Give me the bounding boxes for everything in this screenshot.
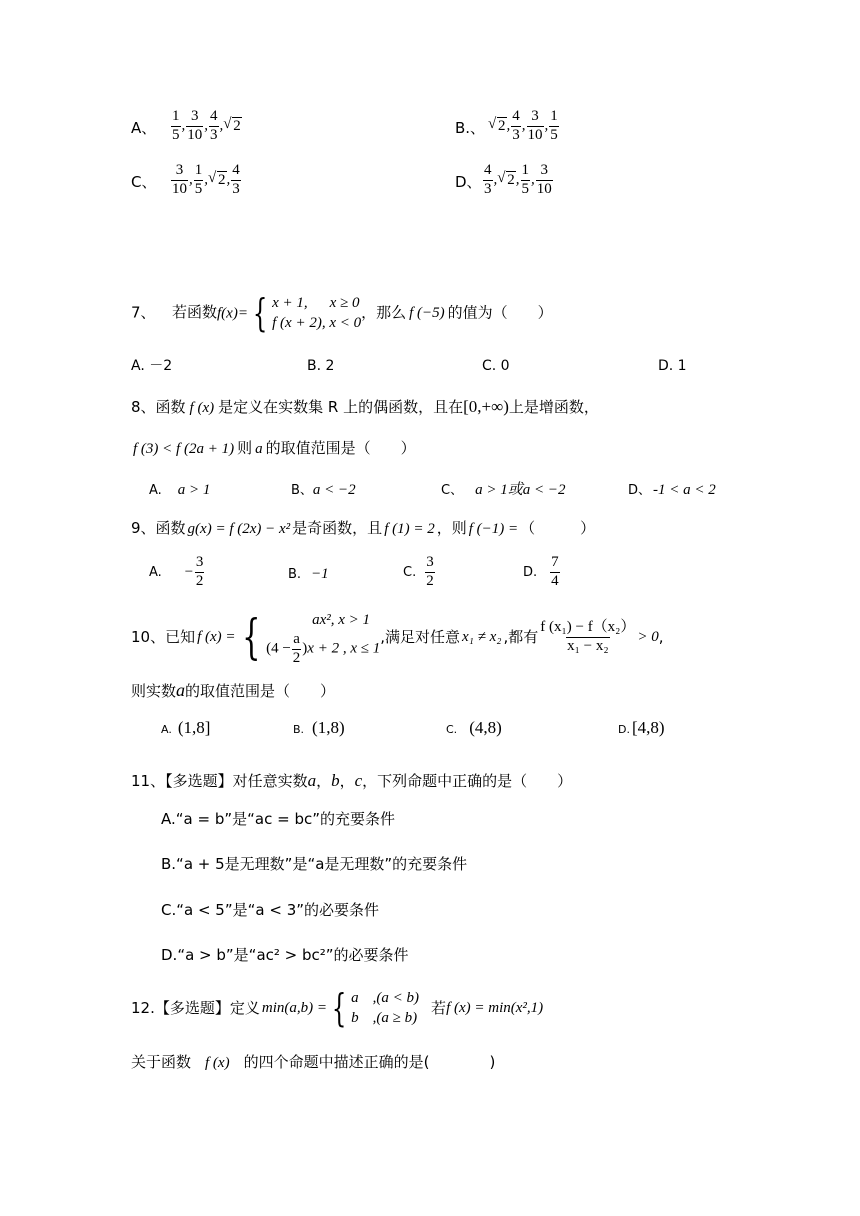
q8-option-b: B、a < −2 (291, 482, 356, 498)
q11-option-d: D.“a > b”是“ac² > bc²”的必要条件 (161, 946, 409, 964)
question-12: 12.【多选题】定义 min(a,b) = { a ,(a < b) b ,(a ≥ b) 若f (x) = min(x²,1) (131, 986, 544, 1031)
q6-option-c-values: $\frac{3}{10}$ , $\frac{1}{5}$ ,√ 2, $\frac{4}{3}$ (170, 163, 242, 198)
q7-option-a: A. －2 (131, 358, 173, 374)
q11-option-b: B.“a + 5是无理数”是“a是无理数”的充要条件 (161, 855, 468, 873)
question-12-line-2: 关于函数 f (x) 的四个命题中描述正确的是( ) (131, 1053, 496, 1071)
q10-option-b: B. (1,8) (293, 718, 345, 737)
q9-option-a: A. − $\frac{3}{2}$ (149, 554, 204, 589)
q9-option-b: B. −1 (288, 566, 329, 582)
q7-option-d: D. 1 (658, 358, 687, 374)
q9-option-d: D. $\frac{7}{4}$ (523, 554, 559, 589)
question-10-line-2: 则实数a的取值范围是（ ） (131, 680, 336, 700)
q11-option-a: A.“a = b”是“ac = bc”的充要条件 (161, 810, 395, 828)
question-8-line-1: 8、函数 f (x) 是定义在实数集 R 上的偶函数，且在[0,+∞)上是增函数， (131, 397, 599, 416)
q8-option-a: A. a > 1 (149, 482, 211, 498)
q6-option-d-values: $\frac{4}{3}$ ,√ 2, $\frac{1}{5}$ , $\frac{3}{10}$ (482, 163, 554, 198)
q10-option-a: A. (1,8] (161, 718, 211, 737)
q7-option-b: B. 2 (307, 358, 335, 374)
question-8-line-2: f (3) < f (2a + 1) 则 a 的取值范围是（ ） (133, 439, 416, 457)
q6-option-b-values: √ 2, $\frac{4}{3}$ , $\frac{3}{10}$ , $\frac{1}{5}$ (488, 109, 560, 144)
question-10: 10、已知 f (x) = { ax², x > 1 (4 − $\frac{a}{2}$ )x + 2 , x ≤ 1 ,满足对任意 x₁ ≠ x₂ ,都有 $\frac{\text{f (x₁) − f（x₂）}}{\text{x₁ − x₂}}$ > 0, (131, 609, 664, 666)
q9-option-c: C. $\frac{3}{2}$ (403, 554, 434, 589)
q8-option-c: C、 a > 1或a < −2 (441, 482, 566, 498)
question-7: 7、 若函数f(x)= { x + 1, x ≥ 0 f (x + 2), x < 0 ，那么 f (−5) 的值为（ ） (131, 291, 553, 336)
q6-option-c: C、 (131, 173, 157, 191)
q7-option-c: C. 0 (482, 358, 510, 374)
q6-option-a-values: $\frac{1}{5}$ , $\frac{3}{10}$ , $\frac{4}{3}$ ,√ 2 (170, 109, 242, 144)
question-11: 11、【多选题】对任意实数a，b，c，下列命题中正确的是（ ） (131, 771, 573, 790)
q6-option-d: D、 (455, 173, 482, 191)
q6-option-b: B.、 (455, 119, 486, 137)
q11-option-c: C.“a < 5”是“a < 3”的必要条件 (161, 901, 380, 919)
question-9: 9、函数 g(x) = f (2x) − x² 是奇函数，且 f (1) = 2 ，则 f (−1) = （ ） (131, 519, 596, 537)
q6-option-a: A、 (131, 119, 157, 137)
q8-option-d: D、 -1 < a < 2 (628, 482, 716, 498)
q10-option-c: C. (4,8) (446, 718, 502, 737)
q10-option-d: D. [4,8) (618, 718, 665, 737)
